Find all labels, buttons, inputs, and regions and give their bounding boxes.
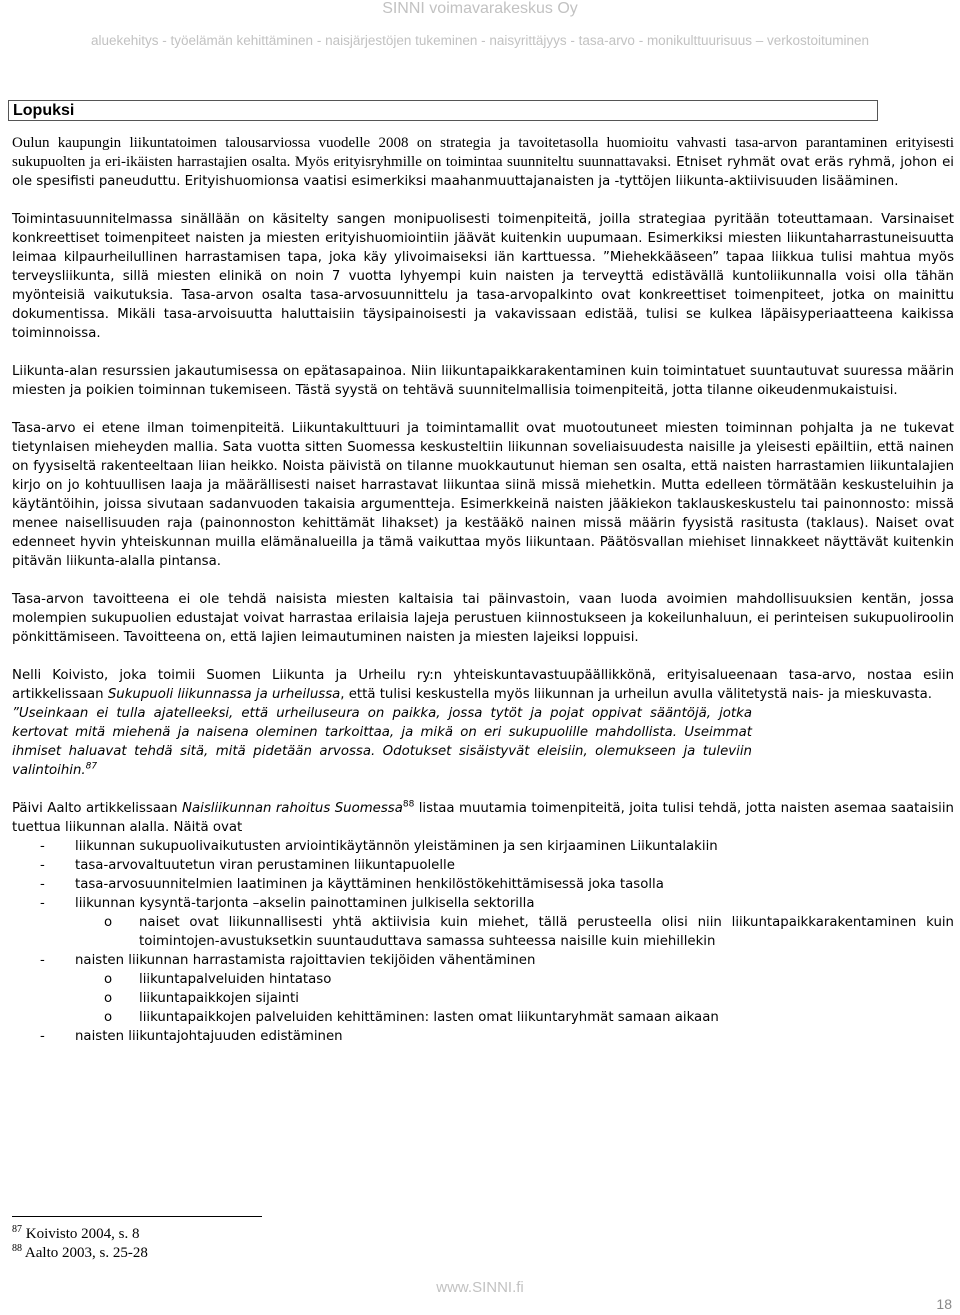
footnote-divider	[12, 1216, 262, 1217]
paragraph-2: Toimintasuunnitelmassa sinällään on käsitelty sangen monipuolisesti toimenpiteitä, joilla strategiaa pyritään toteuttamaan. Varsinaiset konkreettiset toimenpiteet naisten ja miesten erityishuomiointiin jäävät kuitenkin uupumaan. Esimerkiksi miesten liikuntaharrastuneisuutta leimaa kilpaurheilullinen harrastamisen tapa, joka käy ylivoimaiseksi iän karttuessa. ”Miehekkääseen” tapaa liikkua tulisi mahtua myös terveysliikunta, sillä miesten elinikä on noin 7 vuotta lyhyempi kuin naisten ja terveyttä edistävällä kuntoliikunnalla voisi olla tähän myönteisiä vaikutuksia. Tasa-arvon osalta tasa-arvosuunnittelu ja tasa-arvopalkinto ovat konkreettiset toimenpiteet, jotka on mainittu dokumentissa. Mikäli tasa-arvoisuutta haluttaisiin täysipainoisesti ja vakavissaan edistää, tulisi se kulkea läpäisyperiaatteena kaikissa toiminnoissa.	[12, 212, 954, 341]
footnote-ref-87: 87	[85, 761, 98, 772]
paragraph-7-text: Päivi Aalto artikkelissaan	[12, 801, 183, 816]
bullet-marker: -	[40, 1029, 45, 1044]
list-item-text: liikunnan kysyntä-tarjonta –akselin painottaminen julkisella sektorilla	[75, 896, 535, 911]
article-title-2: Naisliikunnan rahoitus Suomessa	[182, 801, 403, 816]
paragraph-5: Tasa-arvon tavoitteena ei ole tehdä naisista miesten kaltaisia tai päinvastoin, vaan luoda avoimien mahdollisuuksien kentän, jossa molempien sukupuolien edustajat voivat harrastaa erilaisia lajeja perustuen kiinnostukseen ja kokeilunhaluun, ei perinteisen sukupuoliroolin pönkittämiseen. Tavoitteena on, että lajien leimautuminen naisten ja miesten lajeiksi loppuisi.	[12, 592, 954, 645]
list-item-text: tasa-arvosuunnitelmien laatiminen ja käyttäminen henkilöstökehittämisessä joka tasolla	[75, 877, 664, 892]
paragraph-7-text-end: listaa muutamia toimenpiteitä, joita tulisi tehdä, jotta naisten asemaa saataisiin tuettua liikunnan alalla. Näitä ovat	[12, 801, 954, 835]
article-title: Sukupuoli liikunnassa ja urheilussa	[107, 687, 341, 702]
bullet-marker: -	[40, 858, 45, 873]
quote-text: ”Useinkaan ei tulla ajatelleeksi, että urheiluseura on paikka, jossa tytöt ja pojat oppivat sääntöjä, jotka kertovat mitä miehenä ja naisena oleminen tarkoittaa, ja mikä on eri sukupuolille mahdollista. Useimmat ihmiset haluavat tehdä sitä, mitä pidetään arvossa. Odotukset sisäistyvät eleisiin, olemukseen ja tuleviin valintoihin.	[12, 706, 752, 778]
list-item	[12, 1008, 954, 1027]
list-item	[12, 913, 954, 951]
paragraph-1-serif: Oulun kaupungin liikuntatoimen talousarviossa vuodelle 2008 on strategia ja tavoitetasolla huomioitu vahvasti tasa-arvon parantaminen erityisesti sukupuolten ja eri-ikäisten harrastajien osalta. Myös erityisryhmille on toimintaa suunniteltu suunnattavaksi.	[12, 135, 954, 170]
list-item	[12, 989, 954, 1008]
paragraph-6-text: Nelli Koivisto, joka toimii Suomen Liikunta ja Urheilu ry:n yhteiskuntavastuupäällikkönä, erityisalueenaan tasa-arvo, nostaa esiin artikkelissaan	[12, 668, 954, 702]
list-item-text: naisten liikuntajohtajuuden edistäminen	[75, 1029, 343, 1044]
footnote-88	[12, 1244, 148, 1263]
list-item-text: naisten liikunnan harrastamista rajoittavien tekijöiden vähentäminen	[75, 953, 536, 968]
list-item	[12, 970, 954, 989]
paragraph-1	[12, 134, 954, 191]
paragraph-4: Tasa-arvo ei etene ilman toimenpiteitä. Liikuntakulttuuri ja toimintamallit ovat muotoutuneet miesten toiminnan pohjalta ja ne tukevat tietynlaisen mieheyden mallia. Sata vuotta sitten Suomessa keskusteltiin liikunnan soveliaisuudesta naisille ja yleisesti epäiltiin, että nainen on fyysiseltä rakenteeltaan liian heikko. Noista päivistä on tilanne muokkautunut hieman sen osalta, että naisten harrastamien liikuntalajien kirjo on jo kohtuullisen laaja ja määrällisesti naiset harrastavat liikuntaa siinä missä miehetkin. Mutta edelleen törmätään keskusteluihin ja käytäntöihin, joissa sivutaan sadanvuoden takaisia argumentteja. Esimerkkeinä naisten jääkiekon taklauskeskustelu tai painonnosto: missä menee naisellisuuden raja (painonnoston kehittämät lihakset) ja kestääkö nainen missä määrin fyysistä rasitusta (taklaus). Naiset ovat edenneet hyvin yhteiskunnan muilla elämänalueilla ja tämä vaikuttaa myös liikuntaan. Päätösvallan miehiset linnakkeet näyttävät kuitenkin pitävän liikunta-alalla pintansa.	[12, 421, 954, 569]
header-subtitle: aluekehitys - työelämän kehittäminen - naisjärjestöjen tukeminen - naisyrittäjyys - tasa-arvo - monikulttuurisuus – verkostoituminen	[90, 33, 870, 48]
footnote-number: 88	[12, 1243, 22, 1254]
sub-bullet-marker: o	[104, 1010, 113, 1025]
bullet-marker: -	[40, 877, 45, 892]
paragraph-7	[12, 799, 954, 837]
section-heading: Lopuksi	[8, 100, 878, 121]
list-item	[12, 894, 954, 913]
page-number: 18	[936, 1296, 952, 1312]
list-item-text: tasa-arvovaltuutetun viran perustaminen liikuntapuolelle	[75, 858, 455, 873]
list-item	[12, 856, 954, 875]
footnote-ref-88: 88	[402, 799, 415, 810]
paragraph-6-text-end: , että tulisi keskustella myös liikunnan ja urheilun avulla välitetystä nais- ja mieskuvasta.	[340, 687, 933, 702]
footnote-87	[12, 1225, 148, 1244]
footnote-number: 87	[12, 1224, 22, 1235]
footnote-text: Aalto 2003, s. 25-28	[22, 1245, 148, 1261]
paragraph-1-rest: Etniset ryhmät ovat eräs ryhmä, johon ei ole spesifisti paneuduttu. Erityishuomionsa vaatisi esimerkiksi maahanmuuttajanaisten ja -tyttöjen liikunta-aktiivisuuden lisääminen.	[12, 155, 954, 189]
list-item-text: naiset ovat liikunnallisesti yhtä aktiivisia kuin miehet, tällä perusteella olisi niin liikuntapaikkarakentaminen kuin toimintojen-avustuksetkin suuntauduttava samassa suhteessa naisille kuin miehillekin	[139, 915, 954, 949]
footer-url: www.SINNI.fi	[436, 1279, 524, 1296]
header-title: SINNI voimavarakeskus Oy	[382, 0, 578, 17]
list-item	[12, 951, 954, 970]
sub-bullet-marker: o	[104, 915, 113, 930]
list-item	[12, 875, 954, 894]
footnote-text: Koivisto 2004, s. 8	[22, 1226, 140, 1242]
paragraph-6	[12, 666, 954, 704]
list-item-text: liikuntapaikkojen palveluiden kehittäminen: lasten omat liikuntaryhmät samaan aikaan	[139, 1010, 719, 1025]
list-item-text: liikunnan sukupuolivaikutusten arviointikäytännön yleistäminen ja sen kirjaaminen Liikuntalakiin	[75, 839, 718, 854]
list-item-text: liikuntapalveluiden hintataso	[139, 972, 332, 987]
list-item-text: liikuntapaikkojen sijainti	[139, 991, 299, 1006]
document-body	[12, 134, 954, 1046]
measures-list	[12, 837, 954, 1046]
sub-bullet-marker: o	[104, 972, 113, 987]
bullet-marker: -	[40, 839, 45, 854]
list-item	[12, 837, 954, 856]
list-item	[12, 1027, 954, 1046]
bullet-marker: -	[40, 896, 45, 911]
footnotes	[12, 1225, 148, 1263]
bullet-marker: -	[40, 953, 45, 968]
sub-bullet-marker: o	[104, 991, 113, 1006]
block-quote	[12, 704, 752, 780]
paragraph-3: Liikunta-alan resurssien jakautumisessa on epätasapainoa. Niin liikuntapaikkarakentaminen kuin toimintatuet suuntautuvat suuressa määrin miesten ja poikien toiminnan tukemiseen. Tästä syystä on tehtävä suunnitelmallisia toimenpiteitä, jotta tilanne oikeudenmukaistuisi.	[12, 364, 954, 398]
